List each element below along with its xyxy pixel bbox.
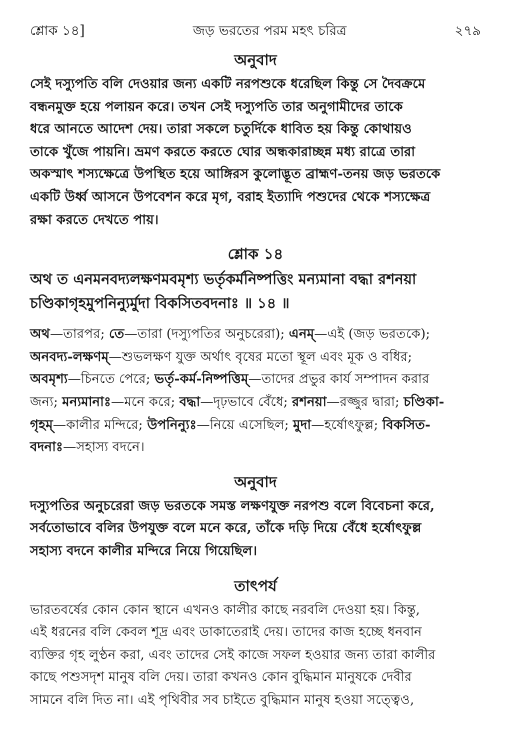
word-meanings	[30, 324, 481, 460]
purport-line: ভারতবর্ষের কোন কোন স্থানে এখনও কালীর কাছে নরবলি দেওয়া হয়। কিন্তু,	[30, 602, 420, 618]
sanskrit-word: বিকসিত-	[382, 417, 431, 433]
translation-line: একটি উর্ধ্ব আসনে উপবেশন করে মৃগ, বরাহ ইত্যাদি পশুদের থেকে শস্যক্ষেত্র	[30, 189, 431, 205]
word-meaning: —মনে করে;	[111, 394, 180, 410]
sanskrit-word: গৃহম্	[30, 417, 53, 433]
purport-paragraph	[30, 600, 481, 713]
translation-paragraph-2	[30, 496, 481, 564]
purport-line: সামনে বলি দিত না। এই পৃথিবীর সব চাইতে বুদ্ধিমান মানুষ হওয়া সত্ত্বেও,	[30, 692, 415, 708]
word-meaning: —তারা (দস্যুপতির অনুচরেরা);	[124, 327, 289, 343]
sanskrit-word: বদ্ধা	[179, 394, 201, 410]
word-meaning-line	[30, 437, 481, 460]
translation-line: রক্ষা করতে দেখতে পায়।	[30, 212, 159, 228]
translation-line: সহাস্য বদনে কালীর মন্দিরে নিয়ে গিয়েছিল।	[30, 543, 258, 559]
word-meaning-line	[30, 415, 481, 438]
purport-heading: তাৎপর্য	[234, 576, 277, 595]
sanskrit-word: অথ	[30, 327, 50, 343]
sanskrit-word: তে	[108, 327, 125, 343]
word-meaning: —এই (জড় ভরতকে);	[314, 327, 431, 343]
word-meaning-line	[30, 324, 481, 347]
word-meaning: —সহাস্য বদনে।	[63, 440, 145, 456]
word-meaning-line	[30, 392, 481, 415]
translation-line: অকস্মাৎ শস্যক্ষেত্রে উপস্থিত হয়ে আঙ্গিরস কুলোদ্ভূত ব্রাহ্মণ-তনয় জড় ভরতকে	[30, 167, 441, 183]
sanskrit-word: অবমৃশ্য	[30, 372, 68, 388]
sanskrit-word: চণ্ডিকা-	[403, 394, 445, 410]
page-number: ২৭৯	[454, 23, 481, 39]
sanskrit-verse	[30, 268, 481, 316]
word-meaning-line	[30, 347, 481, 370]
word-meaning-line	[30, 369, 481, 392]
word-meaning: —তারপর;	[49, 327, 109, 343]
header-verse-ref: শ্লোক ১৪]	[30, 23, 85, 39]
sanskrit-word: বদনাঃ	[30, 440, 63, 456]
purport-line: কাছে পশুসদৃশ মানুষ বলি দেয়। তারা কখনও কোন বুদ্ধিমান মানুষকে দেবীর	[30, 670, 412, 686]
sanskrit-word: এনম্	[288, 327, 315, 343]
translation-line: তাকে খুঁজে পায়নি। ভ্রমণ করতে করতে ঘোর অন্ধকারাচ্ছন্ন মধ্য রাত্রে তারা	[30, 144, 416, 160]
purport-line: এই ধরনের বলি কেবল শূদ্র এবং ডাকাতেরাই দেয়। তাদের কাজ হচ্ছে ধনবান	[30, 625, 422, 641]
translation-line: সর্বতোভাবে বলির উপযুক্ত বলে মনে করে, তাঁকে দড়ি দিয়ে বেঁধে হর্ষোৎফুল্ল	[30, 521, 422, 537]
running-header	[30, 20, 481, 44]
word-meaning: —দৃঢ়ভাবে বেঁধে;	[200, 394, 292, 410]
sanskrit-word: মন্যমানাঃ	[62, 394, 112, 410]
word-meaning: —তাদের প্রভুর কার্য সম্পাদন করার	[248, 372, 430, 388]
translation-line: সেই দস্যুপতি বলি দেওয়ার জন্য একটি নরপশুকে ধরেছিল কিন্তু সে দৈবক্রমে	[30, 77, 426, 92]
sanskrit-word: ভর্তৃ-কর্ম-নিষ্পত্তিম্	[154, 372, 249, 388]
purport-line: ব্যক্তির গৃহ লুণ্ঠন করা, এবং তাদের সেই কাজে সফল হওয়ার জন্য তারা কালীর	[30, 647, 436, 663]
sanskrit-word: রশনয়া	[292, 394, 327, 410]
header-chapter-title: জড় ভরতের পরম মহৎ চরিত্র	[192, 23, 347, 39]
verse-line: চণ্ডিকাগৃহমুপনিন্যুর্মুদা বিকসিতবদনাঃ ॥ ১৪ ॥	[30, 295, 290, 313]
sanskrit-word: মুদা	[293, 417, 312, 433]
translation-heading-2: অনুবাদ	[234, 472, 277, 491]
verse-line: অথ ত এনমনবদ্যলক্ষণমবমৃশ্য ভর্তৃকর্মনিষ্পত্তিং মন্যমানা বদ্ধা রশনয়া	[30, 271, 417, 289]
translation-paragraph	[30, 74, 481, 232]
word-meaning: —হর্ষোৎফুল্ল;	[311, 417, 383, 433]
word-meaning: জন্য;	[30, 394, 63, 410]
sanskrit-word: উপনিন্যুঃ	[147, 417, 197, 433]
word-meaning: —রজ্জুর দ্বারা;	[326, 394, 404, 410]
translation-line: ধরে আনতে আদেশ দেয়। তারা সকলে চতুর্দিকে ধাবিত হয় কিন্তু কোথায়ও	[30, 122, 412, 138]
translation-heading: অনুবাদ	[234, 51, 277, 69]
translation-line: দস্যুপতির অনুচরেরা জড় ভরতকে সমস্ত লক্ষণযুক্ত নরপশু বলে বিবেচনা করে,	[30, 498, 435, 514]
sanskrit-word: অনবদ্য-লক্ষণম্	[30, 349, 109, 365]
word-meaning: —কালীর মন্দিরে;	[52, 417, 148, 433]
verse-title: শ্লোক ১৪	[227, 245, 284, 264]
translation-line: বন্ধনমুক্ত হয়ে পলায়ন করে। তখন সেই দস্যুপতি তার অনুগামীদের তাকে	[30, 99, 403, 115]
word-meaning: —শুভলক্ষণ যুক্ত অর্থাৎ বৃষের মতো স্থূল এবং মূক ও বধির;	[108, 349, 413, 365]
word-meaning: —চিনতে পেরে;	[67, 372, 155, 388]
word-meaning: —নিয়ে এসেছিল;	[196, 417, 294, 433]
